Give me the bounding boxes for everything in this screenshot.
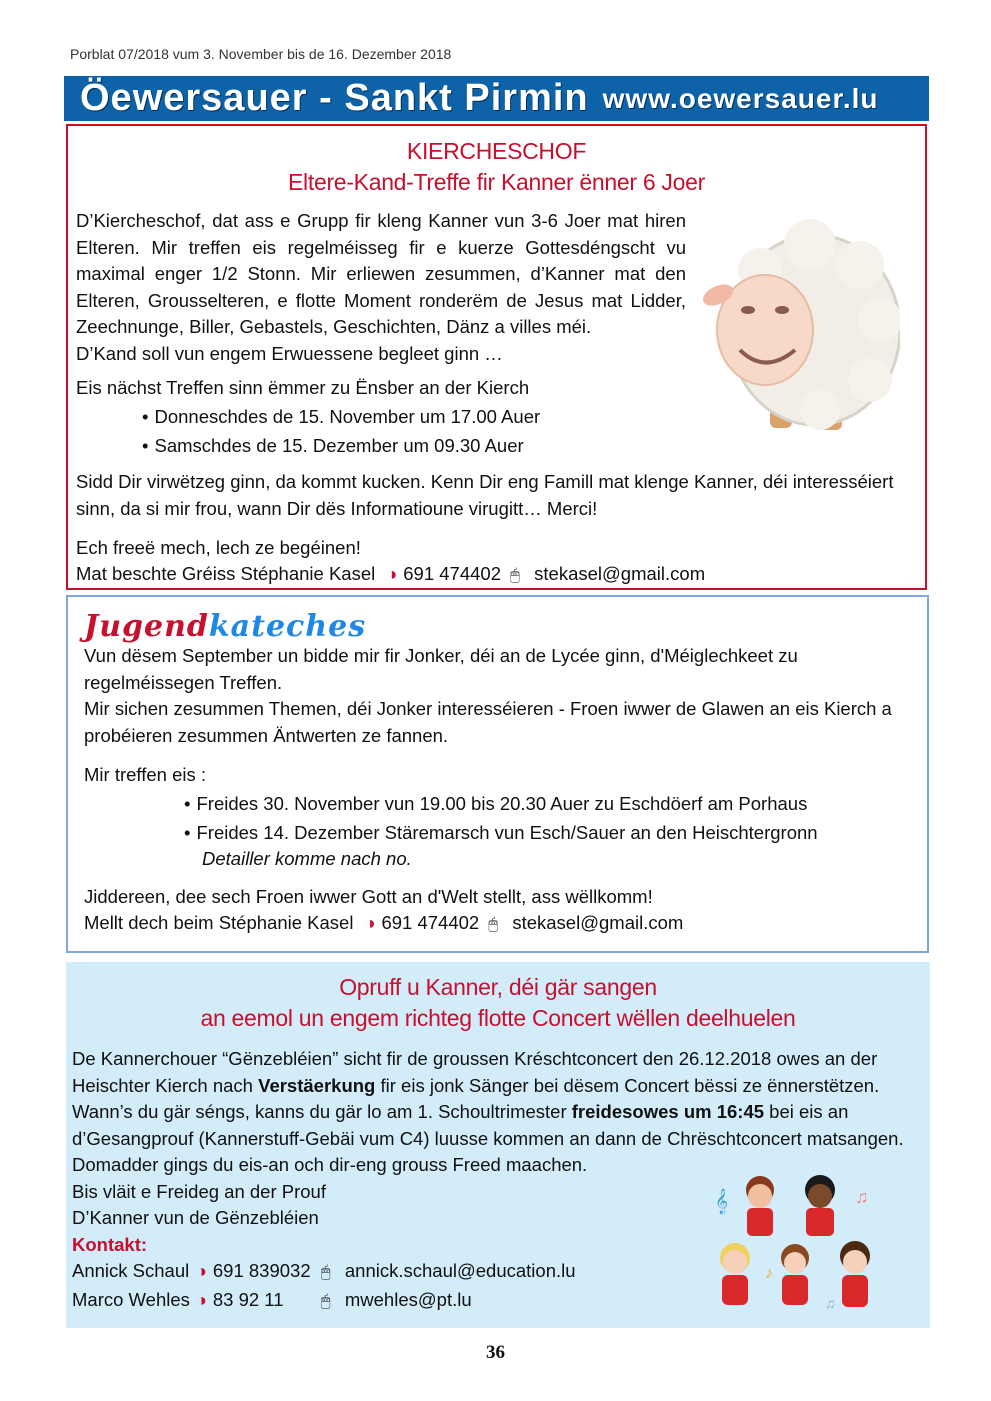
contact-phone[interactable]: 691 839032: [212, 1260, 311, 1281]
issue-header: Porblat 07/2018 vum 3. November bis de 16. Dezember 2018: [70, 46, 452, 62]
banner-url[interactable]: www.oewersauer.lu: [602, 82, 879, 114]
list-item: • Samschdes de 15. Dezember um 09.30 Auer: [142, 431, 540, 460]
kiercheschof-contact: [76, 561, 705, 590]
contact-lead: Mellt dech beim Stéphanie Kasel: [84, 912, 354, 933]
singing-kids-illustration: [705, 1168, 905, 1318]
jugendkateches-section: [66, 595, 929, 953]
contact-phone[interactable]: 691 474402: [403, 563, 502, 584]
contact-label: Kontakt:: [72, 1233, 148, 1255]
title-part-jugend: Jugend: [84, 609, 209, 644]
highlight-time: freidesowes um 16:45: [571, 1101, 765, 1122]
list-item: • Freides 30. November vun 19.00 bis 20.30 Auer zu Eschdöerf am Porhaus: [184, 789, 818, 818]
kiercheschof-subtitle: Eltere-Kand-Treffe fir Kanner ënner 6 Joer: [288, 169, 705, 195]
kiercheschof-invite: Sidd Dir virwëtzeg ginn, da kommt kucken. Kenn Dir eng Famill mat klenge Kanner, déi interesséiert sinn, da si mir frou, wann Dir dës Informatioune virugitt… Merci!: [76, 471, 894, 519]
list-item: • Freides 14. Dezember Stäremarsch vun Esch/Sauer an den Heischtergronn: [184, 818, 818, 847]
kiercheschof-accompany: D’Kand soll vun engem Erwuessene begleet ginn …: [76, 343, 503, 364]
mouse-icon: 🖱: [488, 916, 498, 933]
kiercheschof-dates: [142, 402, 540, 460]
choir-line: [72, 1073, 927, 1100]
music-note-icon: 𝄞: [715, 1188, 729, 1213]
choir-line: Domadder gings du eis-an och dir-eng grouss Freed maachen.: [72, 1154, 588, 1175]
kiercheschof-intro: D’Kiercheschof, dat ass e Grupp fir kleng Kanner vun 3-6 Joer mat hiren Elteren. Mir treffen eis regelméisseg fir e kuerze Gottesdéngscht vu maximal enger 1/2 Stonn. Mir erliewen zesummen, d’Kanner mat den Elteren, Grousselteren, e flotte Moment ronderëm de Jesus mat Lidder, Zeechnunge, Biller, Gebastels, Geschichten, Dänz a villes méi.: [76, 210, 686, 337]
list-item: • Donneschdes de 15. November um 17.00 Auer: [142, 402, 540, 431]
text-span: bei eis an: [764, 1101, 849, 1122]
contact-email[interactable]: stekasel@gmail.com: [512, 912, 684, 933]
contact-name: Annick Schaul: [72, 1260, 190, 1281]
contact-email[interactable]: annick.schaul@education.lu: [344, 1260, 576, 1281]
sheep-illustration: [700, 210, 900, 440]
choir-line: Bis vläit e Freideg an der Prouf: [72, 1180, 326, 1202]
contact-lead: Mat beschte Gréiss Stéphanie Kasel: [76, 563, 376, 584]
contact-email[interactable]: mwehles@pt.lu: [344, 1288, 472, 1310]
parish-banner: [64, 76, 929, 121]
mouse-icon: 🖱: [320, 1264, 331, 1281]
highlight-reinforcement: Verstäerkung: [258, 1074, 376, 1096]
phone-icon: ◑: [196, 1261, 207, 1281]
kiercheschof-title: KIERCHESCHOF: [406, 138, 587, 164]
jugendkateches-themes: Mir sichen zesummen Themen, déi Jonker interesséieren - Froen iwwer de Glawen an eis Kierch a probéieren zesummen Äntwerten ze fannen.: [84, 698, 892, 746]
choir-line: d’Gesangprouf (Kannerstuff-Gebäi vum C4) luusse kommen an dann de Chrëschtconcert matsangen.: [72, 1127, 904, 1149]
choir-subtitle: an eemol un engem richteg flotte Concert wëllen deelhuelen: [200, 1005, 796, 1031]
contact-phone[interactable]: 83 92 11: [212, 1288, 284, 1310]
page-number: 36: [486, 1342, 505, 1363]
jugendkateches-title: [84, 609, 366, 644]
choir-line: De Kannerchouer “Gënzebléien” sicht fir de groussen Kréschtconcert den 26.12.2018 owes an der: [72, 1048, 878, 1069]
choir-line: D’Kanner vun de Gënzebléien: [72, 1207, 319, 1228]
text-span: fir eis jonk Sänger bei dësem Concert bëssi ze ënnerstëtzen.: [375, 1074, 880, 1096]
contact-phone[interactable]: 691 474402: [381, 912, 480, 933]
phone-icon: ◑: [364, 913, 376, 933]
contact-email[interactable]: stekasel@gmail.com: [534, 563, 706, 584]
jugendkateches-intro: Vun dësem September un bidde mir fir Jonker, déi an de Lycée ginn, d'Méiglechkeet zu regelméissegen Treffen.: [84, 645, 798, 693]
jugendkateches-welcome: Jiddereen, dee sech Froen iwwer Gott an d'Welt stellt, ass wëllkomm!: [84, 886, 653, 907]
phone-icon: ◑: [386, 564, 398, 584]
banner-title: Öewersauer - Sankt Pirmin: [80, 77, 589, 119]
music-note-icon: ♪: [765, 1265, 773, 1282]
text-span: Wann’s du gär séngs, kanns du gär lo am 1. Schoultrimester: [72, 1101, 572, 1122]
jugendkateches-note: Detailler komme nach no.: [202, 848, 412, 869]
choir-title: Opruff u Kanner, déi gär sangen: [339, 974, 657, 1000]
music-note-icon: ♫: [855, 1187, 869, 1207]
kiercheschof-next-meetings: Eis nächst Treffen sinn ëmmer zu Ënsber an der Kierch: [76, 377, 530, 398]
jugendkateches-contact: [84, 910, 683, 939]
kiercheschof-greeting: Ech freeë mech, lech ze begéinen!: [76, 537, 361, 558]
jugendkateches-meet: Mir treffen eis :: [84, 764, 207, 785]
mouse-icon: 🖱: [320, 1292, 331, 1310]
jugendkateches-dates: [184, 789, 818, 847]
text-span: Heischter Kierch nach: [72, 1074, 259, 1096]
choir-line: [72, 1099, 927, 1126]
contact-name: Marco Wehles: [72, 1288, 190, 1310]
phone-icon: ◑: [196, 1289, 207, 1310]
mouse-icon: 🖱: [510, 567, 520, 584]
title-part-kateches: kateches: [208, 609, 367, 644]
music-note-icon: ♫: [825, 1295, 836, 1311]
